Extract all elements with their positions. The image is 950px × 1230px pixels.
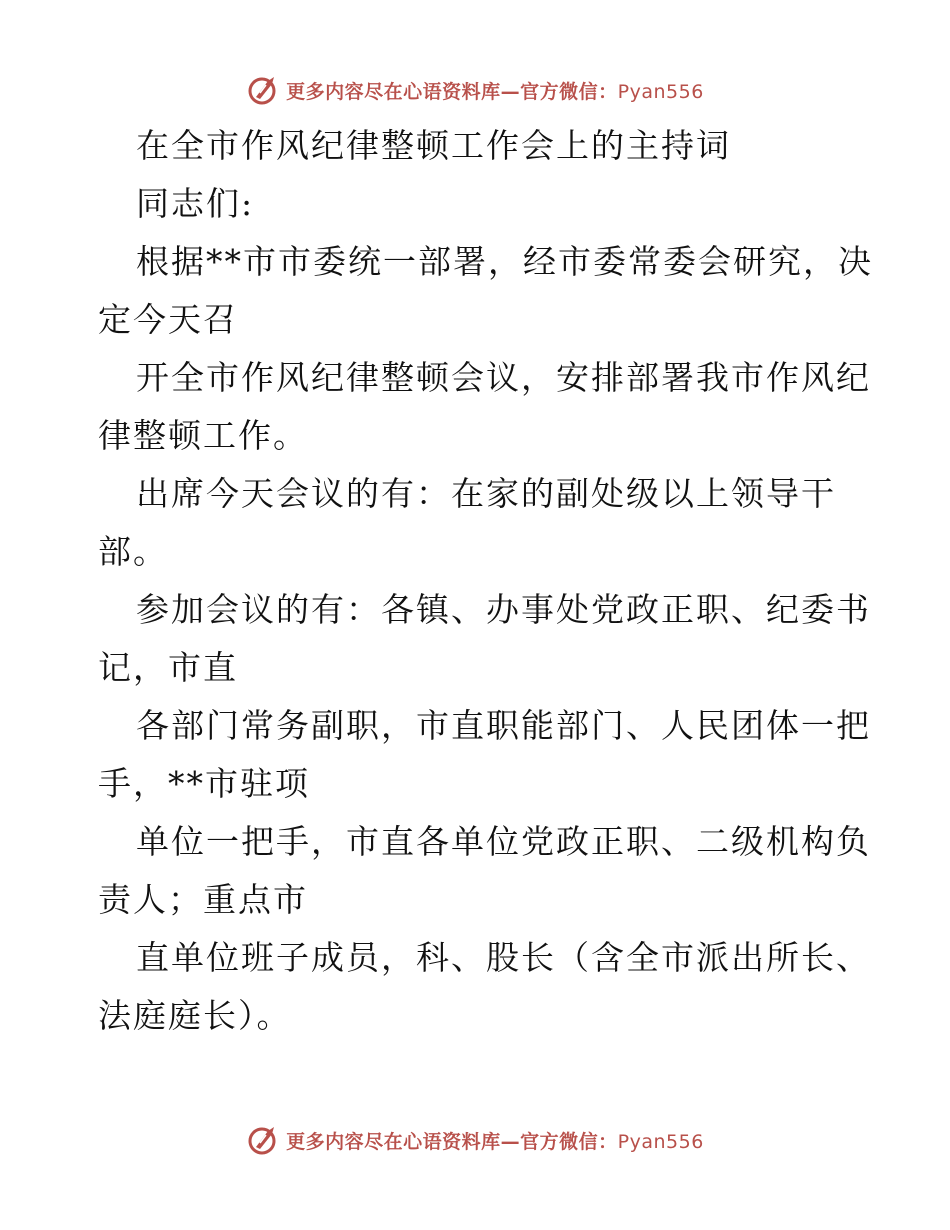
document-title: 在全市作风纪律整顿工作会上的主持词 (136, 126, 731, 165)
paragraph-line: 出席今天会议的有：在家的副处级以上领导干 (136, 474, 836, 513)
footer-banner-handle: Pyan556 (617, 1130, 704, 1153)
paragraph-line: 单位一把手，市直各单位党政正职、二级机构负 (136, 822, 871, 861)
pen-nib-logo-icon (246, 1123, 280, 1157)
header-banner-handle: Pyan556 (617, 80, 704, 103)
paragraph-line: 责人；重点市 (98, 880, 308, 919)
paragraph-line: 根据**市市委统一部署，经市委常委会研究，决 (136, 242, 873, 281)
document-body (98, 117, 873, 1045)
footer-banner-label: 更多内容尽在心语资料库—官方微信： (286, 1130, 618, 1153)
paragraph-line: 定今天召 (98, 300, 238, 339)
footer-banner (0, 1120, 950, 1160)
paragraph-line: 开全市作风纪律整顿会议，安排部署我市作风纪 (136, 358, 871, 397)
header-banner (0, 70, 950, 110)
paragraph-line: 同志们: (136, 184, 255, 223)
paragraph-line: 各部门常务副职，市直职能部门、人民团体一把 (136, 706, 871, 745)
header-banner-text (286, 77, 704, 104)
paragraph-line: 参加会议的有：各镇、办事处党政正职、纪委书 (136, 590, 871, 629)
paragraph-line: 律整顿工作。 (98, 416, 308, 455)
paragraph-line: 直单位班子成员，科、股长（含全市派出所长、 (136, 938, 871, 977)
pen-nib-logo-icon (246, 73, 280, 107)
paragraph-line: 法庭庭长）。 (98, 996, 292, 1035)
footer-banner-text (286, 1127, 704, 1154)
paragraph-line: 记，市直 (98, 648, 238, 687)
paragraph-line: 手，**市驻项 (98, 764, 310, 803)
header-banner-label: 更多内容尽在心语资料库—官方微信： (286, 80, 618, 103)
paragraph-line: 部。 (98, 532, 168, 571)
